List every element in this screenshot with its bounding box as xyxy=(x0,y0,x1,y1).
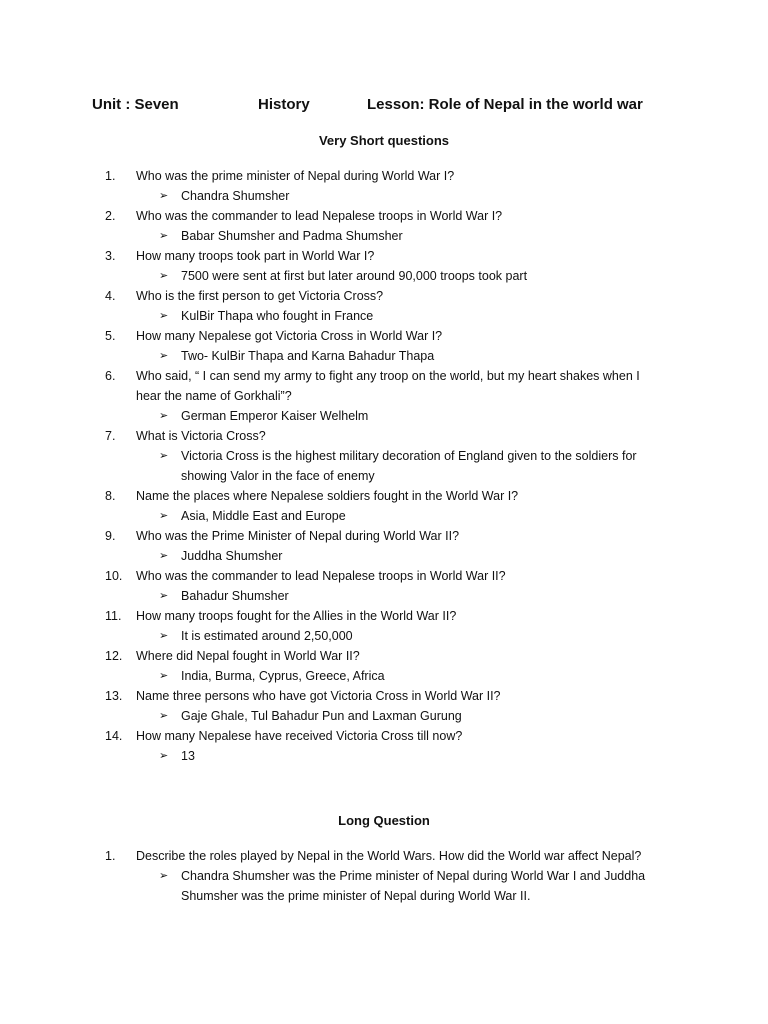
arrow-bullet-icon: ➢ xyxy=(159,510,169,522)
question-item xyxy=(0,846,768,866)
question-number: 5. xyxy=(105,329,116,343)
answer-item xyxy=(0,446,768,486)
answer-text: Victoria Cross is the highest military decoration of England given to the soldiers for showing Valor in the face of enemy xyxy=(181,449,637,483)
question-item xyxy=(0,726,768,746)
unit-label: Unit : Seven xyxy=(92,96,179,113)
arrow-bullet-icon: ➢ xyxy=(159,350,169,362)
question-text: Who is the first person to get Victoria Cross? xyxy=(136,289,384,303)
question-number: 7. xyxy=(105,429,116,443)
question-number: 8. xyxy=(105,489,116,503)
answer-text: Two- KulBir Thapa and Karna Bahadur Thapa xyxy=(181,349,435,363)
question-item xyxy=(0,326,768,346)
answer-item xyxy=(0,306,768,326)
answer-item xyxy=(0,706,768,726)
question-number: 1. xyxy=(105,169,116,183)
long-questions-list xyxy=(0,846,768,906)
answer-item xyxy=(0,406,768,426)
question-item xyxy=(0,166,768,186)
answer-text: Juddha Shumsher xyxy=(181,549,283,563)
short-questions-list xyxy=(0,166,768,766)
arrow-bullet-icon: ➢ xyxy=(159,710,169,722)
question-text: Who said, “ I can send my army to fight any troop on the world, but my heart shakes when I hear the name of Gorkhali”? xyxy=(136,369,640,403)
question-text: Who was the commander to lead Nepalese troops in World War I? xyxy=(136,209,503,223)
question-item xyxy=(0,426,768,446)
long-questions-heading: Long Question xyxy=(338,813,430,828)
answer-item xyxy=(0,626,768,646)
answer-text: India, Burma, Cyprus, Greece, Africa xyxy=(181,669,385,683)
arrow-bullet-icon: ➢ xyxy=(159,230,169,242)
question-item xyxy=(0,646,768,666)
question-item xyxy=(0,366,768,406)
answer-item xyxy=(0,226,768,246)
answer-text: KulBir Thapa who fought in France xyxy=(181,309,374,323)
arrow-bullet-icon: ➢ xyxy=(159,590,169,602)
question-text: How many troops took part in World War I? xyxy=(136,249,375,263)
question-number: 2. xyxy=(105,209,116,223)
answer-text: Bahadur Shumsher xyxy=(181,589,289,603)
question-item xyxy=(0,286,768,306)
question-text: How many Nepalese have received Victoria Cross till now? xyxy=(136,729,463,743)
question-item xyxy=(0,206,768,226)
answer-item xyxy=(0,586,768,606)
arrow-bullet-icon: ➢ xyxy=(159,310,169,322)
question-number: 11. xyxy=(105,609,122,623)
answer-text: 7500 were sent at first but later around 90,000 troops took part xyxy=(181,269,528,283)
arrow-bullet-icon: ➢ xyxy=(159,750,169,762)
arrow-bullet-icon: ➢ xyxy=(159,270,169,282)
question-number: 6. xyxy=(105,369,116,383)
answer-item xyxy=(0,546,768,566)
arrow-bullet-icon: ➢ xyxy=(159,190,169,202)
answer-item xyxy=(0,266,768,286)
question-item xyxy=(0,486,768,506)
question-item xyxy=(0,246,768,266)
answer-item xyxy=(0,346,768,366)
question-number: 10. xyxy=(105,569,123,583)
question-item xyxy=(0,606,768,626)
answer-item xyxy=(0,666,768,686)
question-text: Who was the commander to lead Nepalese troops in World War II? xyxy=(136,569,506,583)
answer-item xyxy=(0,186,768,206)
question-item xyxy=(0,566,768,586)
question-number: 14. xyxy=(105,729,123,743)
answer-item xyxy=(0,866,768,906)
arrow-bullet-icon: ➢ xyxy=(159,550,169,562)
arrow-bullet-icon: ➢ xyxy=(159,870,169,882)
arrow-bullet-icon: ➢ xyxy=(159,630,169,642)
question-number: 12. xyxy=(105,649,123,663)
question-number: 1. xyxy=(105,849,116,863)
question-text: Who was the prime minister of Nepal during World War I? xyxy=(136,169,455,183)
answer-text: Babar Shumsher and Padma Shumsher xyxy=(181,229,403,243)
answer-text: Chandra Shumsher xyxy=(181,189,290,203)
subject-label: History xyxy=(258,96,310,113)
document-header xyxy=(92,96,712,118)
answer-text: Asia, Middle East and Europe xyxy=(181,509,346,523)
question-text: Where did Nepal fought in World War II? xyxy=(136,649,360,663)
question-item xyxy=(0,686,768,706)
answer-text: It is estimated around 2,50,000 xyxy=(181,629,353,643)
question-number: 9. xyxy=(105,529,116,543)
question-number: 3. xyxy=(105,249,116,263)
question-item xyxy=(0,526,768,546)
answer-item xyxy=(0,746,768,766)
question-number: 4. xyxy=(105,289,116,303)
lesson-title: Lesson: Role of Nepal in the world war xyxy=(367,96,643,113)
answer-text: German Emperor Kaiser Welhelm xyxy=(181,409,369,423)
answer-text: Chandra Shumsher was the Prime minister of Nepal during World War I and Juddha Shumsher was the prime minister of Nepal during World War II. xyxy=(181,869,646,903)
arrow-bullet-icon: ➢ xyxy=(159,410,169,422)
arrow-bullet-icon: ➢ xyxy=(159,450,169,462)
question-text: What is Victoria Cross? xyxy=(136,429,266,443)
question-number: 13. xyxy=(105,689,123,703)
question-text: Who was the Prime Minister of Nepal during World War II? xyxy=(136,529,460,543)
question-text: Describe the roles played by Nepal in the World Wars. How did the World war affect Nepal? xyxy=(136,849,642,863)
question-text: Name three persons who have got Victoria Cross in World War II? xyxy=(136,689,501,703)
answer-text: 13 xyxy=(181,749,195,763)
question-text: How many troops fought for the Allies in the World War II? xyxy=(136,609,457,623)
question-text: How many Nepalese got Victoria Cross in World War I? xyxy=(136,329,443,343)
question-text: Name the places where Nepalese soldiers fought in the World War I? xyxy=(136,489,519,503)
arrow-bullet-icon: ➢ xyxy=(159,670,169,682)
answer-text: Gaje Ghale, Tul Bahadur Pun and Laxman Gurung xyxy=(181,709,462,723)
short-questions-heading: Very Short questions xyxy=(318,133,450,148)
answer-item xyxy=(0,506,768,526)
